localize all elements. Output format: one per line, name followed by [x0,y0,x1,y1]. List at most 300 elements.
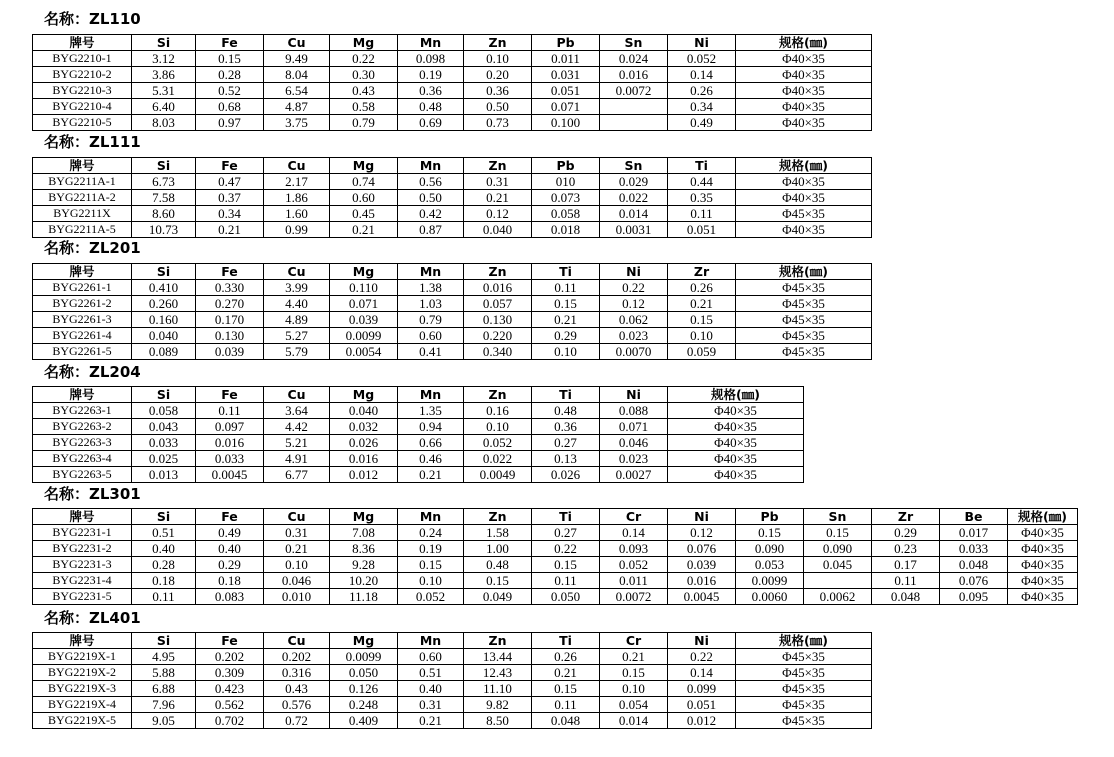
value-cell: 0.0049 [464,467,532,483]
header-row [33,158,872,174]
value-cell: 0.0099 [736,573,804,589]
value-cell: 0.11 [668,206,736,222]
section-title: 名称：ZL201 [44,239,141,257]
value-cell: 0.51 [132,525,196,541]
value-cell: 0.090 [736,541,804,557]
value-cell: 0.033 [196,451,264,467]
value-cell: 0.15 [398,557,464,573]
section-title: 名称：ZL110 [44,10,141,28]
table-row [33,206,872,222]
grade-cell: BYG2219X-4 [33,697,132,713]
value-cell: 0.21 [264,541,330,557]
value-cell: 0.20 [464,67,532,83]
header-row [33,509,1078,525]
grade-cell: BYG2211A-5 [33,222,132,238]
value-cell: Φ40×35 [736,115,872,131]
value-cell: 0.0072 [600,83,668,99]
column-header: 规格(㎜) [668,387,804,403]
value-cell: 0.040 [330,403,398,419]
value-cell: 0.160 [132,312,196,328]
value-cell: 0.0027 [600,467,668,483]
value-cell: 0.023 [600,451,668,467]
header-row [33,633,872,649]
composition-table [32,632,872,729]
value-cell: 0.316 [264,665,330,681]
alloy-table-section [32,157,872,238]
table-row [33,344,872,360]
column-header: 规格(㎜) [736,264,872,280]
value-cell: 0.72 [264,713,330,729]
value-cell: 6.40 [132,99,196,115]
column-header: 牌号 [33,35,132,51]
column-header: Mn [398,387,464,403]
value-cell: 0.19 [398,541,464,557]
grade-cell: BYG2231-1 [33,525,132,541]
value-cell: 0.562 [196,697,264,713]
value-cell: Φ45×35 [736,697,872,713]
column-header: Fe [196,387,264,403]
value-cell: 0.423 [196,681,264,697]
column-header: Ni [600,387,668,403]
value-cell: 1.03 [398,296,464,312]
column-header: Cu [264,633,330,649]
value-cell: Φ40×35 [1008,589,1078,605]
value-cell: 8.50 [464,713,532,729]
value-cell: Φ45×35 [736,280,872,296]
value-cell: 0.202 [264,649,330,665]
value-cell: 5.31 [132,83,196,99]
value-cell: 0.050 [532,589,600,605]
value-cell: Φ45×35 [736,206,872,222]
value-cell: 0.27 [532,435,600,451]
value-cell: 0.12 [600,296,668,312]
value-cell: 0.48 [398,99,464,115]
value-cell: 0.071 [532,99,600,115]
grade-cell: BYG2261-2 [33,296,132,312]
value-cell: 0.100 [532,115,600,131]
grade-cell: BYG2263-1 [33,403,132,419]
column-header: Be [940,509,1008,525]
value-cell: 0.14 [668,665,736,681]
section-title: 名称：ZL301 [44,485,141,503]
value-cell: 9.82 [464,697,532,713]
value-cell: 0.039 [330,312,398,328]
value-cell: 0.14 [668,67,736,83]
value-cell: 1.60 [264,206,330,222]
value-cell: 0.050 [330,665,398,681]
table-row [33,435,804,451]
value-cell: 0.21 [532,665,600,681]
value-cell: 3.64 [264,403,330,419]
value-cell: 0.052 [464,435,532,451]
column-header: Ti [532,387,600,403]
column-header: Cu [264,509,330,525]
value-cell: 0.22 [330,51,398,67]
value-cell: 13.44 [464,649,532,665]
value-cell: 0.0062 [804,589,872,605]
value-cell: 0.076 [940,573,1008,589]
column-header: Pb [532,35,600,51]
table-row [33,713,872,729]
value-cell: 0.52 [196,83,264,99]
column-header: Pb [736,509,804,525]
value-cell: 0.052 [600,557,668,573]
value-cell: 0.69 [398,115,464,131]
value-cell: 0.36 [532,419,600,435]
value-cell: 0.052 [668,51,736,67]
value-cell: 0.15 [196,51,264,67]
value-cell: Φ45×35 [736,665,872,681]
column-header: 规格(㎜) [736,158,872,174]
table-row [33,174,872,190]
column-header: Mg [330,387,398,403]
value-cell: 0.51 [398,665,464,681]
value-cell: 3.86 [132,67,196,83]
grade-cell: BYG2231-3 [33,557,132,573]
value-cell: 3.75 [264,115,330,131]
composition-table [32,263,872,360]
value-cell: 5.88 [132,665,196,681]
value-cell: 1.38 [398,280,464,296]
value-cell: 0.011 [532,51,600,67]
value-cell: 0.41 [398,344,464,360]
value-cell: 0.0045 [668,589,736,605]
value-cell: 9.49 [264,51,330,67]
value-cell: 0.44 [668,174,736,190]
column-header: Si [132,509,196,525]
value-cell: 0.220 [464,328,532,344]
table-row [33,312,872,328]
value-cell: 0.051 [668,222,736,238]
grade-cell: BYG2231-2 [33,541,132,557]
column-header: 牌号 [33,509,132,525]
value-cell: 0.21 [668,296,736,312]
value-cell: 0.79 [398,312,464,328]
value-cell: 0.089 [132,344,196,360]
value-cell: 0.15 [532,681,600,697]
column-header: Cr [600,509,668,525]
column-header: Si [132,387,196,403]
grade-cell: BYG2219X-2 [33,665,132,681]
value-cell: Φ45×35 [736,681,872,697]
value-cell: 4.87 [264,99,330,115]
column-header: Ni [668,35,736,51]
value-cell: Φ40×35 [668,451,804,467]
value-cell: 0.11 [872,573,940,589]
value-cell: 10.73 [132,222,196,238]
value-cell: 0.34 [668,99,736,115]
column-header: Pb [532,158,600,174]
value-cell: 0.330 [196,280,264,296]
value-cell: 5.79 [264,344,330,360]
composition-table [32,34,872,131]
grade-cell: BYG2261-4 [33,328,132,344]
value-cell: 0.048 [872,589,940,605]
value-cell: Φ45×35 [736,649,872,665]
value-cell: 0.10 [464,51,532,67]
column-header: Fe [196,158,264,174]
value-cell: 0.12 [668,525,736,541]
value-cell: Φ40×35 [736,190,872,206]
composition-table [32,386,804,483]
value-cell: 0.097 [196,419,264,435]
table-row [33,99,872,115]
value-cell [600,99,668,115]
value-cell: 0.24 [398,525,464,541]
value-cell: 0.48 [464,557,532,573]
value-cell: 0.42 [398,206,464,222]
value-cell [600,115,668,131]
column-header: Zn [464,509,532,525]
table-row [33,665,872,681]
value-cell: 0.039 [196,344,264,360]
value-cell: 9.05 [132,713,196,729]
column-header: Si [132,264,196,280]
value-cell: 0.017 [940,525,1008,541]
grade-cell: BYG2210-2 [33,67,132,83]
column-header: Mn [398,633,464,649]
composition-table [32,157,872,238]
value-cell: 0.309 [196,665,264,681]
value-cell: 0.49 [196,525,264,541]
value-cell: Φ40×35 [1008,557,1078,573]
value-cell: 7.58 [132,190,196,206]
value-cell: 0.022 [600,190,668,206]
table-row [33,190,872,206]
value-cell: 0.60 [398,328,464,344]
value-cell: 0.043 [132,419,196,435]
value-cell: 0.073 [532,190,600,206]
value-cell: Φ45×35 [736,312,872,328]
value-cell: 0.22 [532,541,600,557]
value-cell: 0.36 [398,83,464,99]
value-cell: 0.090 [804,541,872,557]
value-cell: 0.031 [532,67,600,83]
value-cell: 0.051 [532,83,600,99]
value-cell: 0.048 [532,713,600,729]
value-cell: 0.10 [264,557,330,573]
column-header: Fe [196,35,264,51]
grade-cell: BYG2219X-1 [33,649,132,665]
value-cell [804,573,872,589]
value-cell: 0.576 [264,697,330,713]
table-row [33,467,804,483]
value-cell: 0.012 [330,467,398,483]
value-cell: 0.43 [264,681,330,697]
value-cell: 0.10 [600,681,668,697]
column-header: Zn [464,387,532,403]
value-cell: 0.15 [532,296,600,312]
value-cell: 12.43 [464,665,532,681]
value-cell: 0.30 [330,67,398,83]
value-cell: 0.039 [668,557,736,573]
column-header: Mn [398,158,464,174]
column-header: 规格(㎜) [736,35,872,51]
value-cell: 0.34 [196,206,264,222]
value-cell: 0.74 [330,174,398,190]
value-cell: 0.170 [196,312,264,328]
value-cell: 0.47 [196,174,264,190]
value-cell: 0.0060 [736,589,804,605]
grade-cell: BYG2211X [33,206,132,222]
value-cell: 0.36 [464,83,532,99]
value-cell: 0.16 [464,403,532,419]
value-cell: Φ40×35 [668,403,804,419]
value-cell: Φ40×35 [1008,573,1078,589]
value-cell: 0.26 [532,649,600,665]
value-cell: 0.260 [132,296,196,312]
value-cell: 0.702 [196,713,264,729]
value-cell: 0.059 [668,344,736,360]
column-header: Cu [264,35,330,51]
value-cell: Φ40×35 [736,99,872,115]
table-row [33,83,872,99]
grade-cell: BYG2261-5 [33,344,132,360]
value-cell: 0.130 [196,328,264,344]
value-cell: 4.40 [264,296,330,312]
value-cell: 3.99 [264,280,330,296]
column-header: Mg [330,264,398,280]
value-cell: 0.18 [196,573,264,589]
table-row [33,115,872,131]
value-cell: 0.94 [398,419,464,435]
value-cell: Φ40×35 [668,467,804,483]
column-header: Ti [532,509,600,525]
value-cell: 0.016 [196,435,264,451]
value-cell: 5.21 [264,435,330,451]
value-cell: 0.23 [872,541,940,557]
value-cell: Φ40×35 [736,67,872,83]
value-cell: 6.88 [132,681,196,697]
value-cell: 0.40 [398,681,464,697]
value-cell: 0.15 [600,665,668,681]
value-cell: Φ45×35 [736,328,872,344]
value-cell: 0.37 [196,190,264,206]
value-cell: Φ40×35 [736,51,872,67]
table-row [33,573,1078,589]
value-cell: 0.054 [600,697,668,713]
column-header: Ni [668,633,736,649]
value-cell: 0.56 [398,174,464,190]
value-cell: 0.024 [600,51,668,67]
column-header: Zn [464,158,532,174]
value-cell: 0.010 [264,589,330,605]
value-cell: 4.95 [132,649,196,665]
value-cell: 0.15 [668,312,736,328]
value-cell: 0.270 [196,296,264,312]
value-cell: 0.11 [532,280,600,296]
value-cell: 7.08 [330,525,398,541]
grade-cell: BYG2210-3 [33,83,132,99]
value-cell: 0.051 [668,697,736,713]
value-cell: 0.13 [532,451,600,467]
value-cell: Φ40×35 [1008,525,1078,541]
value-cell: 0.025 [132,451,196,467]
value-cell: Φ40×35 [736,174,872,190]
column-header: Mg [330,633,398,649]
value-cell: 1.86 [264,190,330,206]
value-cell: 0.99 [264,222,330,238]
value-cell: Φ40×35 [736,83,872,99]
value-cell: 0.11 [532,697,600,713]
value-cell: 0.15 [736,525,804,541]
column-header: Mg [330,509,398,525]
value-cell: 1.00 [464,541,532,557]
value-cell: 0.014 [600,206,668,222]
value-cell: 0.22 [668,649,736,665]
value-cell: 0.45 [330,206,398,222]
grade-cell: BYG2263-5 [33,467,132,483]
header-row [33,264,872,280]
value-cell: 0.013 [132,467,196,483]
value-cell: 0.0072 [600,589,668,605]
value-cell: 0.21 [398,467,464,483]
column-header: 规格(㎜) [1008,509,1078,525]
table-row [33,403,804,419]
value-cell: 7.96 [132,697,196,713]
value-cell: 0.110 [330,280,398,296]
value-cell: 0.083 [196,589,264,605]
value-cell: 0.071 [330,296,398,312]
value-cell: 0.60 [330,190,398,206]
column-header: Mn [398,509,464,525]
value-cell: 0.26 [668,280,736,296]
value-cell: 0.026 [532,467,600,483]
value-cell: 0.31 [464,174,532,190]
grade-cell: BYG2211A-2 [33,190,132,206]
grade-cell: BYG2219X-3 [33,681,132,697]
value-cell: 0.095 [940,589,1008,605]
section-title: 名称：ZL111 [44,133,141,151]
value-cell: 0.053 [736,557,804,573]
value-cell: 0.28 [132,557,196,573]
value-cell: 0.21 [464,190,532,206]
value-cell: 0.045 [804,557,872,573]
value-cell: 0.0099 [330,649,398,665]
column-header: 牌号 [33,633,132,649]
value-cell: 0.15 [464,573,532,589]
value-cell: 0.35 [668,190,736,206]
value-cell: 0.011 [600,573,668,589]
column-header: Cu [264,158,330,174]
grade-cell: BYG2210-5 [33,115,132,131]
value-cell: 8.04 [264,67,330,83]
value-cell: 0.31 [398,697,464,713]
grade-cell: BYG2219X-5 [33,713,132,729]
value-cell: 0.049 [464,589,532,605]
value-cell: 1.58 [464,525,532,541]
column-header: 牌号 [33,387,132,403]
value-cell: 0.14 [600,525,668,541]
value-cell: 0.016 [464,280,532,296]
value-cell: 0.040 [132,328,196,344]
value-cell: 8.03 [132,115,196,131]
column-header: Si [132,158,196,174]
value-cell: 0.79 [330,115,398,131]
table-row [33,589,1078,605]
value-cell: 0.016 [668,573,736,589]
value-cell: 1.35 [398,403,464,419]
header-row [33,35,872,51]
value-cell: 0.046 [264,573,330,589]
column-header: Si [132,633,196,649]
column-header: 规格(㎜) [736,633,872,649]
value-cell: 0.410 [132,280,196,296]
value-cell: 0.21 [196,222,264,238]
value-cell: Φ40×35 [736,222,872,238]
value-cell: 0.026 [330,435,398,451]
value-cell: 0.018 [532,222,600,238]
